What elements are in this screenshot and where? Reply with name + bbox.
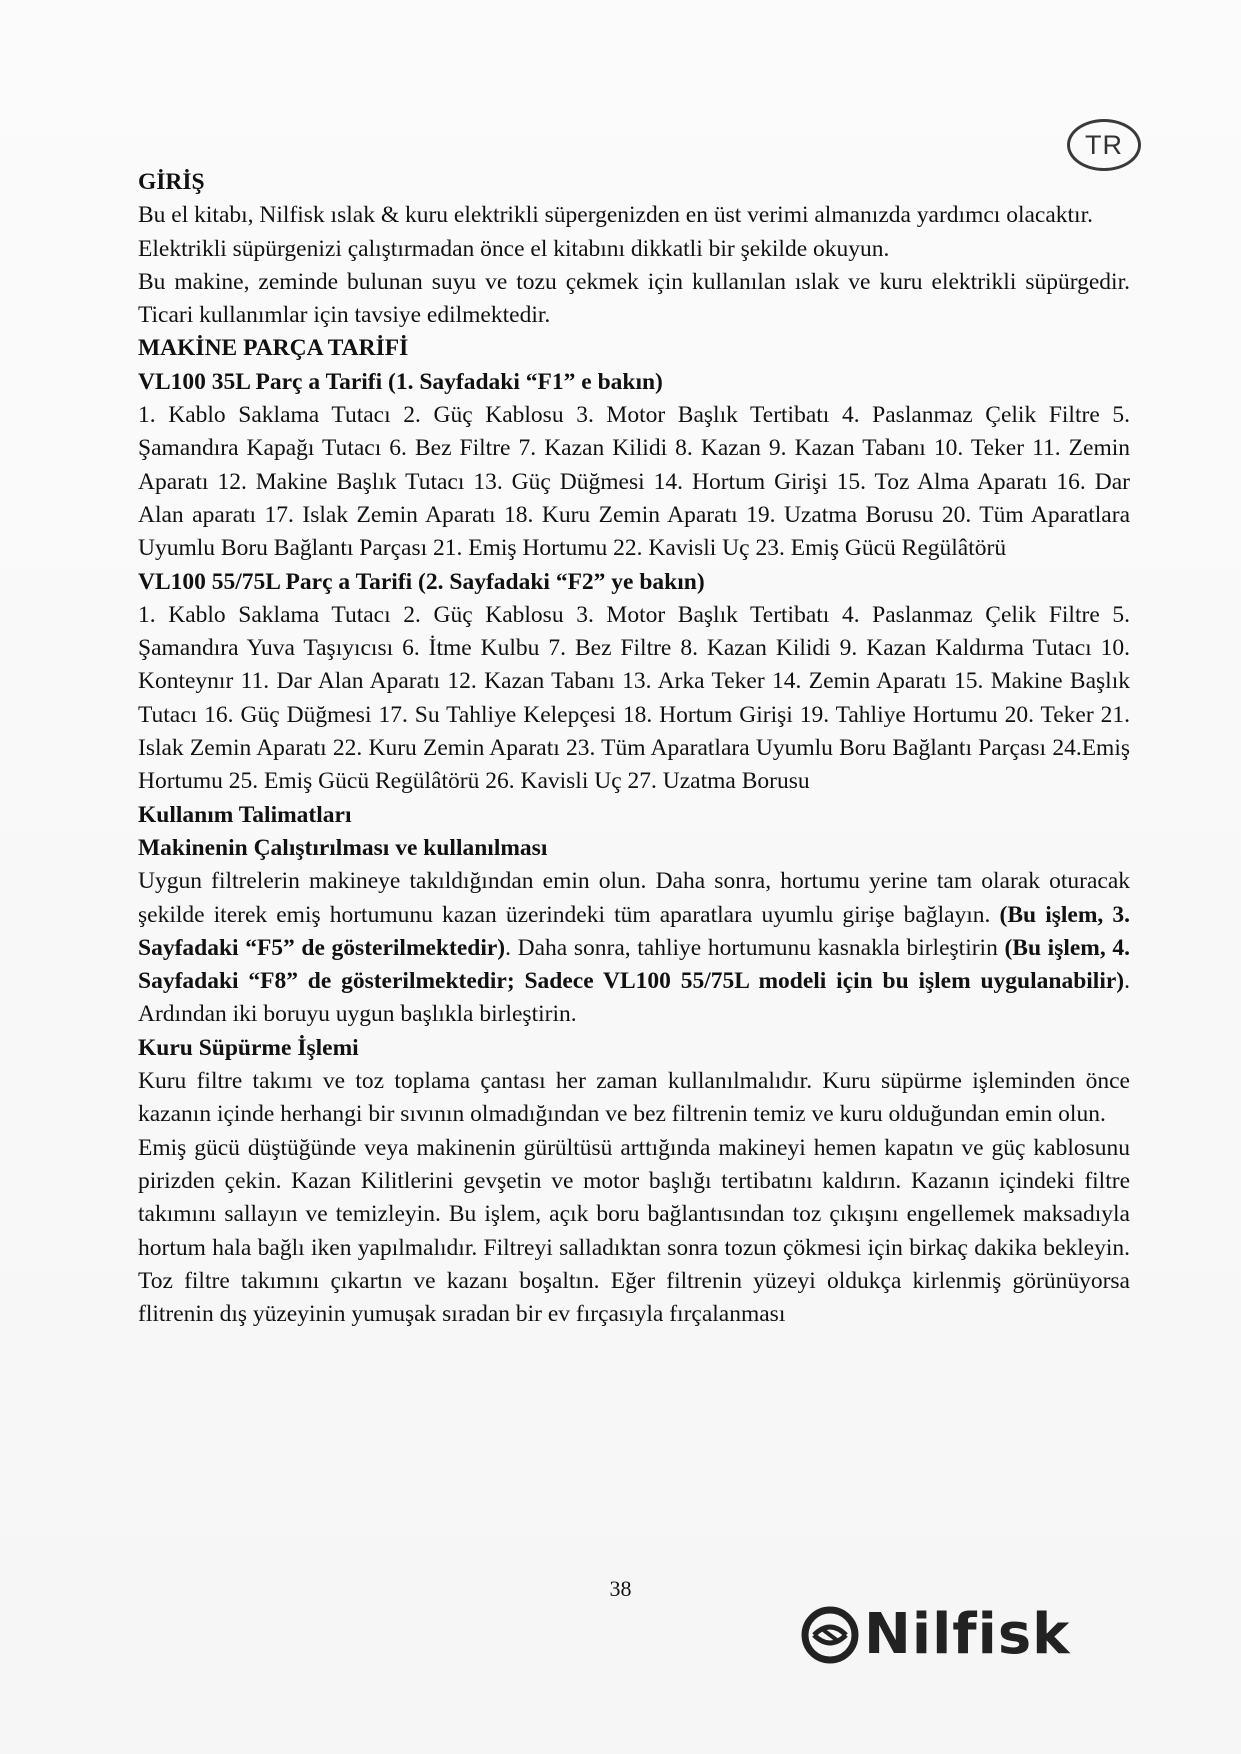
vl35-parts-list: 1. Kablo Saklama Tutacı 2. Güç Kablosu 3. Motor Başlık Tertibatı 4. Paslanmaz Çelik Filtre 5. Şamandıra Kapağı Tutacı 6. Bez Filtre 7. Kazan Kilidi 8. Kazan 9. Kazan Tabanı 10. Teker 11. Zemin Aparatı 12. Makine Başlık Tutacı 13. Güç Düğmesi 14. Hortum Girişi 15. Toz Alma Aparatı 16. Dar Alan aparatı 17. Islak Zemin Aparatı 18. Kuru Zemin Aparatı 19. Uzatma Borusu 20. Tüm Aparatlara Uyumlu Boru Bağlantı Parçası 21. Emiş Hortumu 22. Kavisli Uç 23. Emiş Gücü Regülâtörü	[138, 402, 1130, 562]
usage-text-c: . Ardından iki boruyu uygun başlıkla birleştirin.	[138, 968, 1130, 1028]
document-body	[138, 166, 1130, 1331]
usage-paragraph	[138, 865, 1130, 1031]
usage-subheading: Makinenin Çalıştırılması ve kullanılması	[138, 834, 548, 861]
vl55-parts-heading: VL100 55/75L Parç a Tarifi (2. Sayfadaki “F2” ye bakın)	[138, 568, 705, 595]
usage-text-a: Uygun filtrelerin makineye takıldığından emin olun. Daha sonra, hortumu yerine tam olarak oturacak şekilde iterek emiş hortumunu kazan üzerindeki tüm aparatlara uyumlu girişe bağlayın.	[138, 868, 1130, 928]
intro-paragraph-1: Bu el kitabı, Nilfisk ıslak & kuru elektrikli süpergenizden en üst verimi almanızda yardımcı olacaktır.	[138, 202, 1093, 229]
usage-text-b: . Daha sonra, tahliye hortumunu kasnakla birleştirin	[505, 934, 1005, 961]
dry-heading: Kuru Süpürme İşlemi	[138, 1034, 359, 1061]
language-badge: TR	[1067, 119, 1141, 171]
dry-paragraph-1: Kuru filtre takımı ve toz toplama çantası her zaman kullanılmalıdır. Kuru süpürme işleminden önce kazanın içinde herhangi bir sıvının olmadığından ve bez filtrenin temiz ve kuru olduğundan emin olun.	[138, 1068, 1130, 1128]
usage-bold-b: (Bu işlem, 4. Sayfadaki “F8” de gösterilmektedir; Sadece VL100 55/75L modeli için bu işlem uygulanabilir)	[138, 934, 1131, 995]
nilfisk-emblem-icon	[800, 1605, 860, 1665]
intro-paragraph-3: Bu makine, zeminde bulunan suyu ve tozu çekmek için kullanılan ıslak ve kuru elektrikli süpürgedir. Ticari kullanımlar için tavsiye edilmektedir.	[138, 268, 1130, 329]
logo-wordmark: Nilfisk	[864, 1602, 1071, 1667]
usage-heading: Kullanım Talimatları	[138, 801, 352, 828]
vl35-parts-heading: VL100 35L Parç a Tarifi (1. Sayfadaki “F1” e bakın)	[138, 368, 663, 395]
usage-bold-a: (Bu işlem, 3. Sayfadaki “F5” de gösterilmektedir)	[138, 901, 1130, 961]
dry-paragraph-2: Emiş gücü düştüğünde veya makinenin gürültüsü arttığında makineyi hemen kapatın ve güç kablosunu pirizden çekin. Kazan Kilitlerini gevşetin ve motor başlığı tertibatını kaldırın. Kazanın içindeki filtre takımını sallayın ve temizleyin. Bu işlem, açık boru bağlantısından toz çıkışını engellemek maksadıyla hortum hala bağlı iken yapılmalıdır. Filtreyi salladıktan sonra tozun çökmesi için birkaç dakika bekleyin. Toz filtre takımını çıkartın ve kazanı boşaltın. Eğer filtrenin yüzeyi oldukça kirlenmiş görünüyorsa flitrenin dış yüzeyinin yumuşak sıradan bir ev fırçasıyla fırçalanması	[138, 1134, 1130, 1328]
vl55-parts-list: 1. Kablo Saklama Tutacı 2. Güç Kablosu 3. Motor Başlık Tertibatı 4. Paslanmaz Çelik Filtre 5. Şamandıra Yuva Taşıyıcısı 6. İtme Kulbu 7. Bez Filtre 8. Kazan Kilidi 9. Kazan Kaldırma Tutacı 10. Konteynır 11. Dar Alan Aparatı 12. Kazan Tabanı 13. Arka Teker 14. Zemin Aparatı 15. Makine Başlık Tutacı 16. Güç Düğmesi 17. Su Tahliye Kelepçesi 18. Hortum Girişi 19. Tahliye Hortumu 20. Teker 21. Islak Zemin Aparatı 22. Kuru Zemin Aparatı 23. Tüm Aparatlara Uyumlu Boru Bağlantı Parçası 24.Emiş Hortumu 25. Emiş Gücü Regülâtörü 26. Kavisli Uç 27. Uzatma Borusu	[138, 601, 1130, 795]
intro-heading: GİRİŞ	[138, 169, 205, 195]
page-number: 38	[609, 1576, 632, 1601]
parts-heading: MAKİNE PARÇA TARİFİ	[138, 335, 409, 362]
nilfisk-logo	[800, 1600, 1070, 1670]
intro-paragraph-2: Elektrikli süpürgenizi çalıştırmadan önce el kitabını dikkatli bir şekilde okuyun.	[138, 235, 890, 262]
